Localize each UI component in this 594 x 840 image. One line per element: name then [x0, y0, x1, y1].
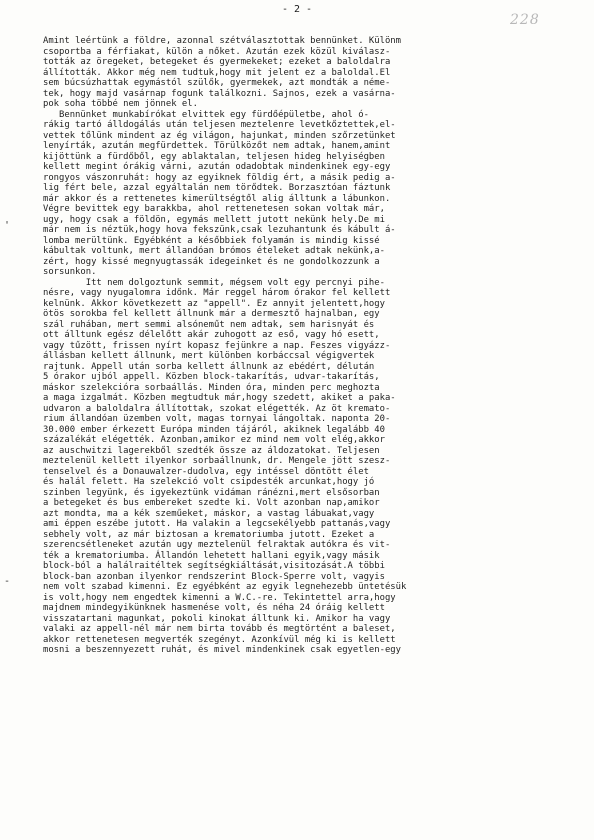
text-line: Itt nem dolgoztunk semmit, mégsem volt egy percnyi pihe-	[43, 277, 385, 288]
text-line: lomba merültünk. Egyébként a későbbiek folyamán is mindig kissé	[43, 235, 380, 246]
text-line: 5 órakor ujból appell. Közben block-takarítás, udvar-takarítás,	[43, 372, 380, 382]
text-line: sem búcsúzhattak egymástól szülők, gyermekek, azt mondták a néme-	[43, 78, 391, 88]
text-line: lig fért bele, azzal egyáltalán nem törődtek. Borzasztóan fáztunk	[43, 183, 391, 193]
text-line: mosni a beszennyezett ruhát, és mivel mindenkinek csak egyetlen-egy	[43, 645, 401, 655]
text-line: tenselvel és a Donauwalzer-dudolva, egy intéssel döntött élet	[43, 466, 369, 477]
text-line: ami éppen eszébe jutott. Ha valakin a legcsekélyebb pattanás,vagy	[43, 519, 391, 529]
text-line: a maga izgalmát. Közben megtudtuk már,hogy szedett, akiket a paka-	[43, 393, 396, 403]
text-line: udvaron a baloldalra állítottak, szokat elégették. Az öt kremato-	[43, 403, 391, 414]
text-line: Végre bevittek egy barakkba, ahol rettenetesen sokan voltak már,	[43, 204, 385, 214]
text-line: máskor szelekcióra sorbaállás. Minden óra, minden perc meghozta	[43, 382, 380, 393]
text-line: rium állandóan üzemben volt, magas tornyai lángoltak. naponta 20-	[43, 414, 391, 424]
text-line: meztelenül kellett ilyenkor sorbaállnunk, dr. Mengele jött szesz-	[43, 456, 391, 466]
text-line: állásban kellett állnunk, mert különben korbáccsal végigvertek	[43, 351, 375, 361]
text-line: azt mondta, ma a kék szeműeket, máskor, a vastag lábuakat,vagy	[43, 508, 375, 519]
text-line: 30.000 ember érkezett Európa minden tájáról, akiknek legalább 40	[43, 424, 385, 435]
text-line: csoportba a férfiakat, külön a nőket. Azután ezek közül kiválasz-	[43, 46, 391, 57]
margin-mark: -	[4, 576, 11, 587]
text-line: a betegeket és bus embereket szedte ki. Volt azonban nap,amikor	[43, 498, 380, 508]
text-line: majdnem mindegyikünknek hasmenése volt, és néha 24 óráig kellett	[43, 603, 385, 613]
text-line: nem volt szabad kimenni. Ez egyébként az egyik legnehezebb üntetésük	[43, 582, 407, 592]
page-number: - 2 -	[281, 4, 313, 15]
text-line: rajtunk. Appell után sorba kellett állnunk az ebédért, délután	[43, 361, 375, 372]
typewritten-body	[43, 36, 563, 656]
text-line: kellett megint órákig várni, azután odadobtak mindenkinek egy-egy	[43, 162, 391, 172]
text-line: már nem is néztük,hogy hova fekszünk,csak lezuhantunk és kábult á-	[43, 225, 396, 235]
text-line: nésre, vagy nyugalomra időnk. Már reggel három órakor fel kellett	[43, 288, 391, 298]
text-line: valaki az appell-nél már nem birta tovább és megtörtént a baleset,	[43, 624, 396, 634]
text-line: az auschwitzi lagerekből szedték össze az áldozatokat. Teljesen	[43, 445, 380, 456]
text-line: pok soha többé nem jönnek el.	[43, 99, 198, 109]
handwritten-archive-number: 228	[510, 12, 540, 28]
text-line: és halál felett. Ha szelekció volt csipdesték arcunkat,hogy jó	[43, 477, 375, 487]
margin-mark: '	[4, 220, 11, 231]
text-line: százalékát elégették. Azonban,amikor ez mind nem volt elég,akkor	[43, 435, 385, 445]
text-line: tek, hogy majd vasárnap fogunk találkozni. Sajnos, ezek a vasárna-	[43, 88, 396, 99]
text-line: sebhely volt, az már biztosan a krematoriumba jutott. Ezeket a	[43, 529, 375, 540]
text-line: ott álltunk egész délelőtt akár zuhogott az eső, vagy hó esett,	[43, 330, 380, 340]
text-line: Bennünket munkabírókat elvittek egy fürdőépületbe, ahol ó-	[43, 109, 369, 120]
text-line: ték a krematoriumba. Állandón lehetett hallani egyik,vagy másik	[43, 550, 380, 561]
text-line: block-ban azonban ilyenkor rendszerint Block-Sperre volt, vagyis	[43, 571, 385, 582]
text-line: Amint leértünk a földre, azonnal szétválasztottak bennünket. Különm	[43, 36, 401, 46]
text-line: már akkor és a rettenetes kimerültségtől alig álltunk a lábunkon.	[43, 193, 391, 204]
text-line: rongyos vászonruhát: hogy az egyiknek földig ért, a másik pedig a-	[43, 172, 396, 183]
text-line: akkor rettenetesen megverték szegényt. Azonkívül még ki is kellett	[43, 634, 396, 645]
text-line: is volt,hogy nem engedtek kimenni a W.C.-re. Tekintettel arra,hogy	[43, 592, 396, 603]
text-line: visszatartani magunkat, pokoli kinokat álltunk ki. Amikor ha vagy	[43, 613, 391, 624]
text-line: zért, hogy kissé megnyugtassák idegeinket és ne gondolkozzunk a	[43, 256, 380, 267]
text-line: tották az öregeket, betegeket és gyermekeket; ezeket a baloldalra	[43, 57, 391, 67]
text-line: ötös sorokba fel kellett állnunk már a dermesztő hajnalban, egy	[43, 309, 380, 319]
text-line: vagy tűzött, frissen nyírt kopasz fejünkre a nap. Feszes vigyázz-	[43, 340, 391, 351]
text-line: rákig tartó álldogálás után teljesen meztelenre levetkőztettek,el-	[43, 120, 396, 130]
text-line: szerencsétleneket azután ugy meztelenül felraktak autókra és vit-	[43, 540, 391, 550]
text-line: kijöttünk a fürdőből, egy ablaktalan, teljesen hideg helyiségben	[43, 151, 385, 162]
text-line: sorsunkon.	[43, 267, 97, 277]
text-line: szál ruhában, mert semmi alsóneműt nem adtak, sem harisnyát és	[43, 319, 375, 330]
text-line: kelnünk. Akkor következett az "appell". Ez annyit jelentett,hogy	[43, 298, 385, 309]
text-line: lenyírták, azután megfürdettek. Törülközőt nem adtak, hanem,amint	[43, 141, 391, 151]
text-line: block-ból a halálraitéltek segítségkiáltását,visitozását.A többi	[43, 561, 385, 571]
text-line: szinben legyünk, és igyekeztünk vidáman ránézni,mert elsősorban	[43, 487, 380, 498]
text-line: ugy, hogy csak a földön, egymás mellett jutott nekünk hely.De mi	[43, 214, 385, 225]
text-line: állították. Akkor még nem tudtuk,hogy mit jelent ez a baloldal.El	[43, 67, 391, 78]
text-line: kábultak voltunk, mert állandóan brómos ételeket adtak nekünk,a-	[43, 246, 385, 256]
text-line: vettek tőlünk mindent az ég világon, hajunkat, minden szőrzetünket	[43, 130, 396, 141]
